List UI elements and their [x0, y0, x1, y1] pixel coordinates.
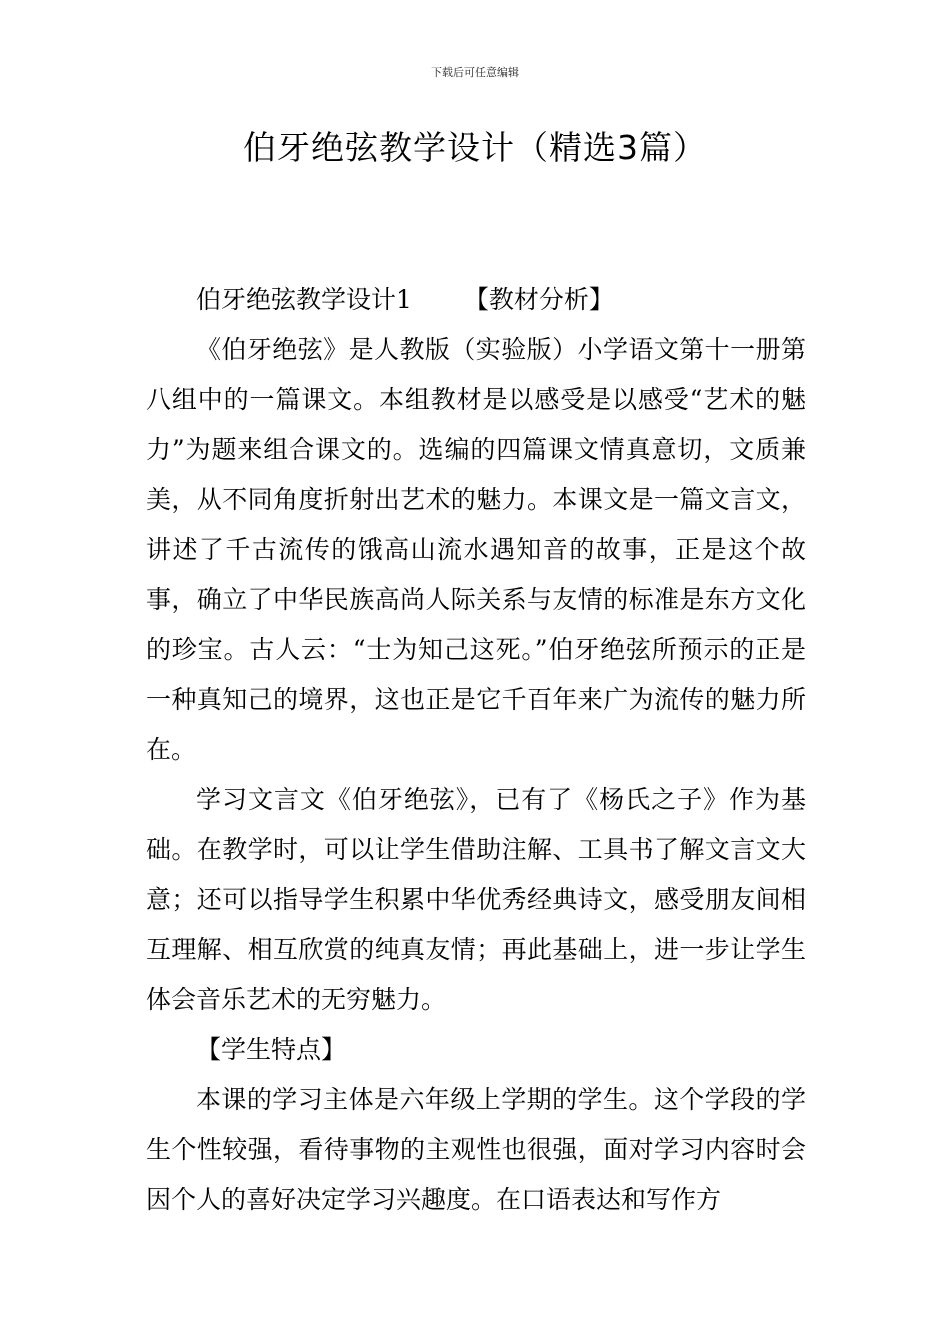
section-1-subheading: 【教材分析】 [463, 285, 614, 314]
section-1-heading: 伯牙绝弦教学设计1 [196, 285, 412, 314]
document-body [146, 275, 806, 1225]
paragraph-classical-chinese: 学习文言文《伯牙绝弦》，已有了《杨氏之子》作为基础。在教学时，可以让学生借助注解、工具书了解文言文大意；还可以指导学生积累中华优秀经典诗文，感受朋友间相互理解、相互欣赏的纯真友情；再此基础上，进一步让学生体会音乐艺术的无穷魅力。 [146, 785, 806, 1014]
section-2-heading: 【学生特点】 [196, 1035, 347, 1064]
document-title: 伯牙绝弦教学设计（精选3篇） [243, 128, 707, 167]
paragraph-student-characteristics: 本课的学习主体是六年级上学期的学生。这个学段的学生个性较强，看待事物的主观性也很强，面对学习内容时会因个人的喜好决定学习兴趣度。在口语表达和写作方 [146, 1085, 806, 1214]
paragraph-textbook-analysis: 《伯牙绝弦》是人教版（实验版）小学语文第十一册第八组中的一篇课文。本组教材是以感受是以感受“艺术的魅力”为题来组合课文的。选编的四篇课文情真意切，文质兼美，从不同角度折射出艺术的魅力。本课文是一篇文言文，讲述了千古流传的饿高山流水遇知音的故事，正是这个故事，确立了中华民族高尚人际关系与友情的标准是东方文化的珍宝。古人云：“士为知己这死。”伯牙绝弦所预示的正是一种真知己的境界，这也正是它千百年来广为流传的魅力所在。 [146, 335, 806, 764]
header-note: 下载后可任意编辑 [431, 66, 519, 79]
section-heading-line [146, 275, 806, 325]
